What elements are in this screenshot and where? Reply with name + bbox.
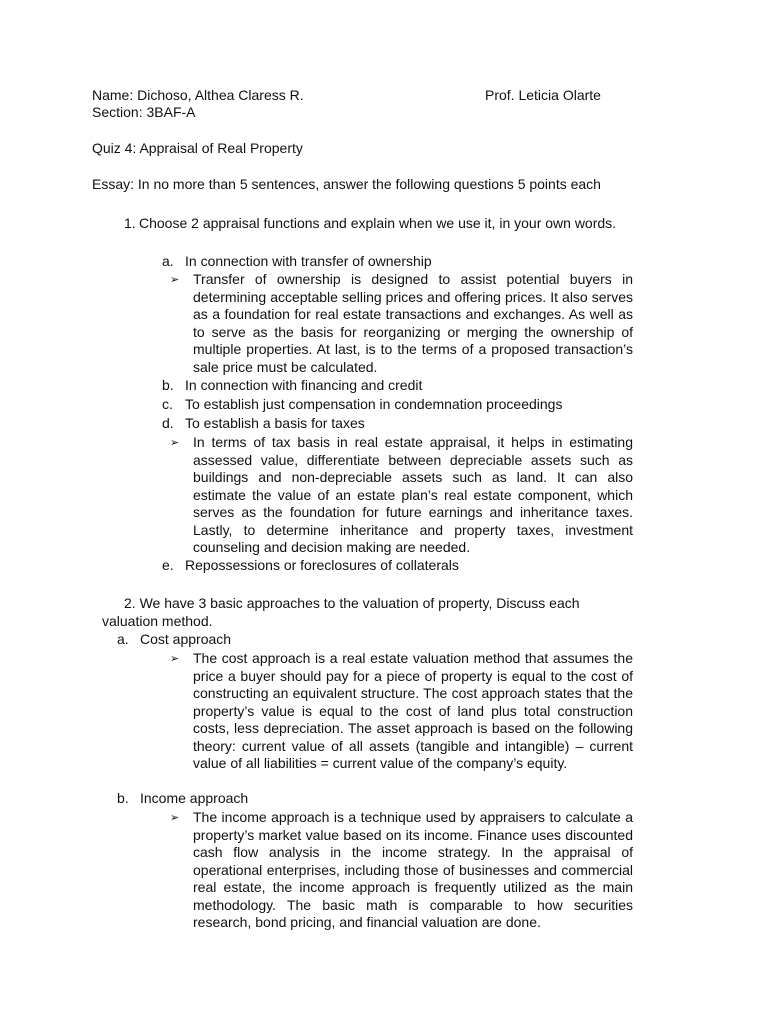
q2-answer-a: The cost approach is a real estate valuation method that assumes the price a buyer should pay for a piece of property is equal to the cost of constructing an equivalent structure. The cost approach states that the property’s value is equal to the cost of land plus total construction costs, less depreciation. The asset approach is based on the following theory: current value of all assets (tangible and intangible) – current value of all liabilities = current value of the company’s equity.: [193, 650, 633, 771]
quiz-title: Quiz 4: Appraisal of Real Property: [92, 140, 303, 156]
q2-question-line2: valuation method.: [102, 613, 213, 629]
q1-answer-d: In terms of tax basis in real estate appraisal, it helps in estimating assessed value, differentiate between depreciable assets such as buildings and non-depreciable assets such as land. It can also estimate the value of an estate plan’s real estate component, which serves as the foundation for future earnings and inheritance taxes. Lastly, to determine inheritance and property taxes, investment counseling and decision making are needed.: [193, 434, 633, 555]
student-name: Name: Dichoso, Althea Claress R.: [92, 87, 304, 103]
q1-item-b-letter: b.: [162, 377, 174, 393]
bullet-arrow-icon: ➢: [170, 437, 180, 449]
professor-name: Prof. Leticia Olarte: [485, 87, 601, 103]
q2-item-b-letter: b.: [117, 790, 129, 806]
q1-item-a-letter: a.: [162, 253, 174, 269]
q1-answer-a: Transfer of ownership is designed to assist potential buyers in determining acceptable selling prices and offering prices. It also serves as a foundation for real estate transactions and exchanges. As well as to serve as the basis for reorganizing or merging the ownership of multiple properties. At last, is to the terms of a proposed transaction’s sale price must be calculated.: [193, 271, 633, 375]
q1-item-e: Repossessions or foreclosures of collaterals: [185, 557, 459, 573]
q2-item-a: Cost approach: [140, 631, 232, 647]
bullet-arrow-icon: ➢: [170, 812, 180, 824]
q1-item-c: To establish just compensation in condemnation proceedings: [185, 396, 563, 412]
q1-item-b: In connection with financing and credit: [185, 377, 423, 393]
q1-item-d: To establish a basis for taxes: [185, 415, 365, 431]
q1-question: Choose 2 appraisal functions and explain when we use it, in your own words.: [139, 215, 617, 231]
q1-item-e-letter: e.: [162, 557, 174, 573]
section-label: Section: 3BAF-A: [92, 104, 196, 120]
bullet-arrow-icon: ➢: [170, 274, 180, 286]
q1-item-d-letter: d.: [162, 415, 174, 431]
q1-number: 1.: [124, 215, 136, 231]
q1-item-c-letter: c.: [162, 396, 173, 412]
q2-item-a-letter: a.: [117, 631, 129, 647]
q2-item-b: Income approach: [140, 790, 249, 806]
bullet-arrow-icon: ➢: [170, 653, 180, 665]
essay-instructions: Essay: In no more than 5 sentences, answer the following questions 5 points each: [92, 176, 601, 192]
q1-item-a: In connection with transfer of ownership: [185, 253, 432, 269]
q2-question-line1: 2. We have 3 basic approaches to the valuation of property, Discuss each: [124, 595, 580, 611]
q2-answer-b: The income approach is a technique used by appraisers to calculate a property’s market value based on its income. Finance uses discounted cash flow analysis in the income strategy. In the appraisal of operational enterprises, including those of businesses and commercial real estate, the income approach is frequently utilized as the main methodology. The basic math is comparable to how securities research, bond pricing, and financial valuation are done.: [193, 809, 633, 930]
